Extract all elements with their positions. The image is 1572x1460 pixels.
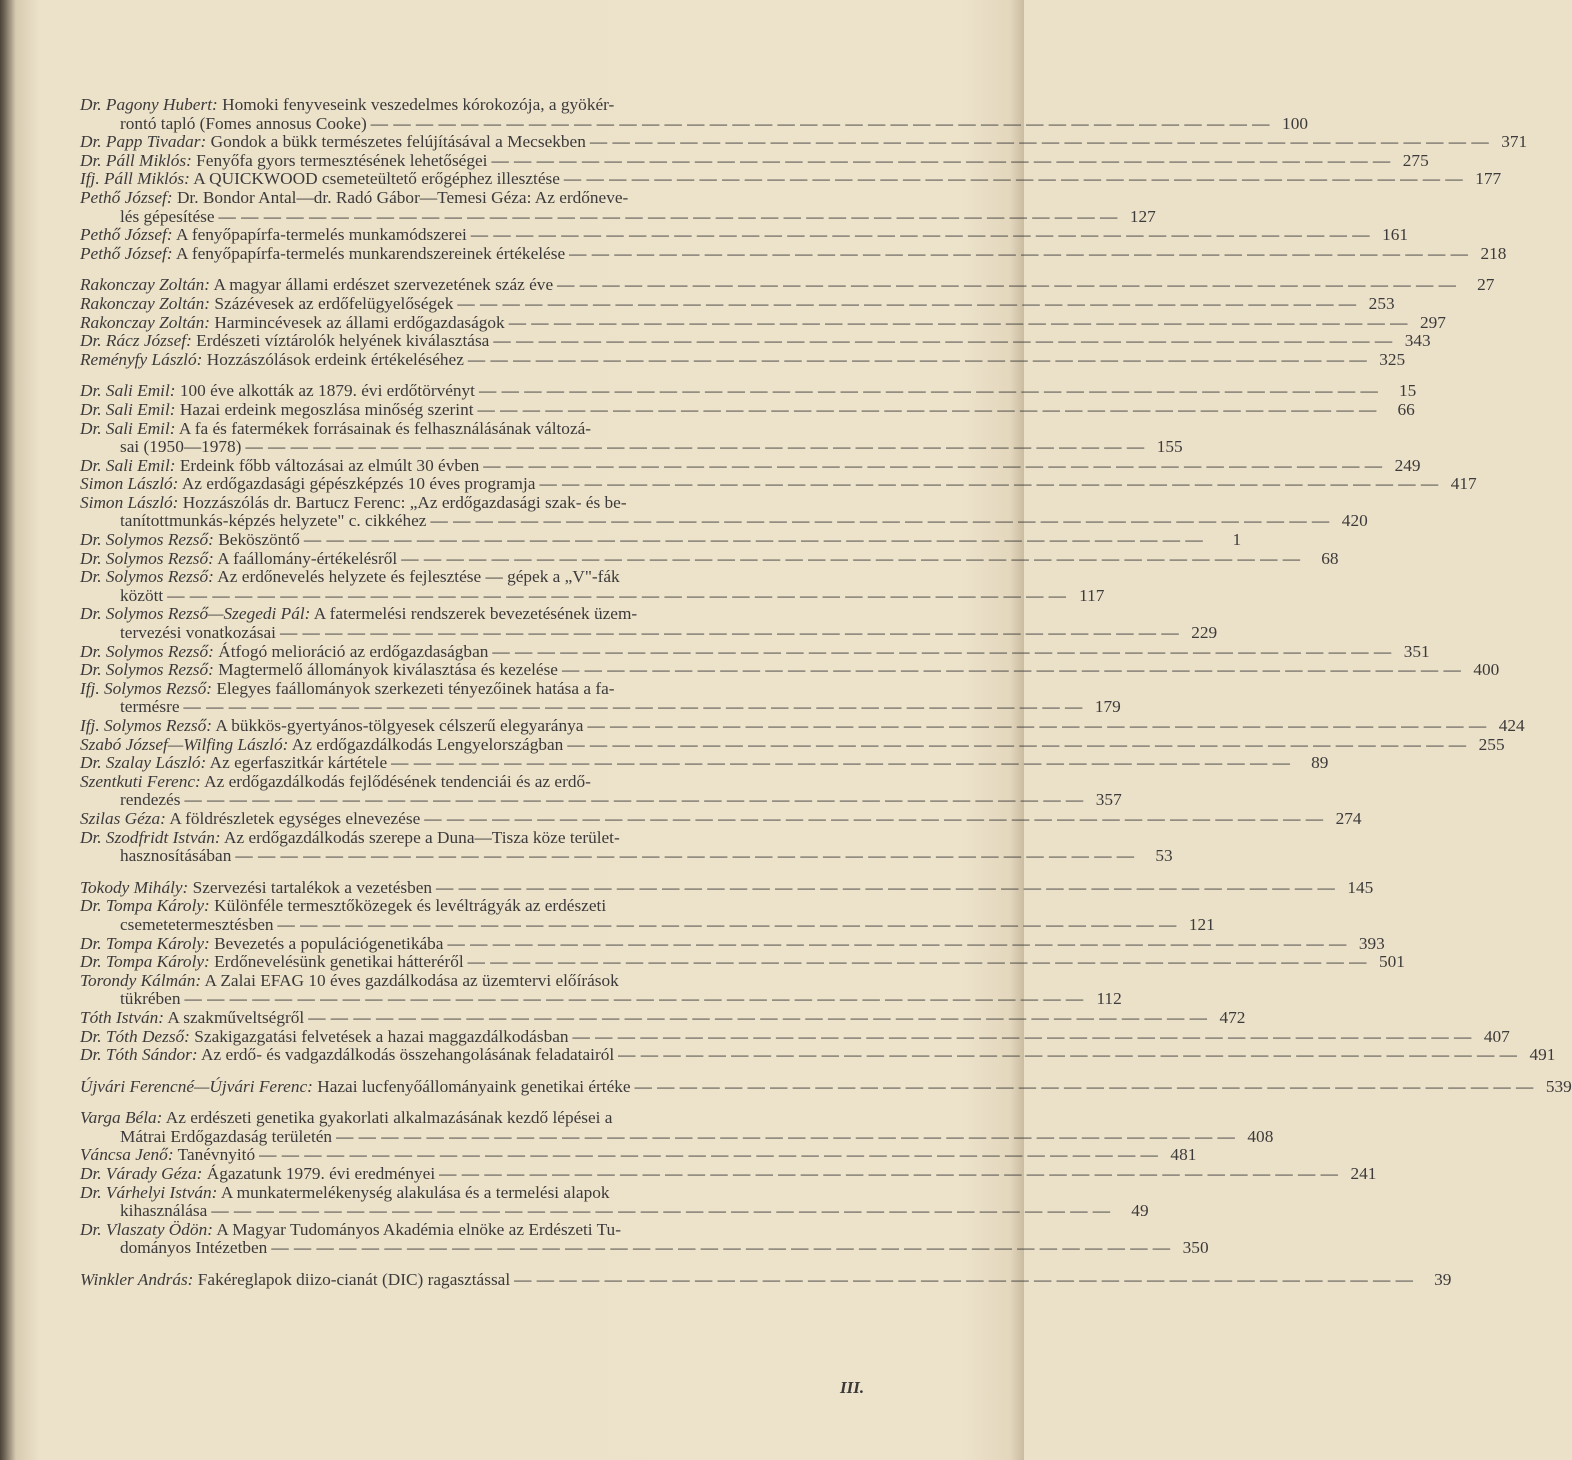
entry-author: Ifj. Solymos Rezső: <box>80 716 212 735</box>
entry-title: A fatermelési rendszerek bevezetésének üzem- <box>313 604 638 624</box>
entry-page-number: 145 <box>1347 877 1374 897</box>
entry-page-number: 255 <box>1478 734 1505 754</box>
entry-title: A munkatermelékenység alakulása és a termelési alapok <box>220 1182 610 1202</box>
entry-page-number: 351 <box>1403 641 1430 661</box>
index-entry <box>80 1145 1197 1165</box>
entry-title-continuation: csemetetermesztésben <box>120 914 274 934</box>
entry-title: Az erdőgazdálkodás Lengyelországban <box>291 734 564 754</box>
dash-leader: — — — — — — — — — — — — — — — — — — — — — — — — — — — — — — — — — — — — — — — — <box>430 511 1330 531</box>
entry-title: A fa és fatermékek forrásainak és felhasználásának változá- <box>178 418 592 438</box>
dash-leader: — — — — — — — — — — — — — — — — — — — — — — — — — — — — — — — — — — — — — — — — <box>557 275 1457 295</box>
entry-title: Hozzászólás dr. Bartucz Ferenc: „Az erdőgazdasági szak- és be- <box>182 492 627 512</box>
index-entry <box>80 275 1495 295</box>
dash-leader: — — — — — — — — — — — — — — — — — — — — — — — — — — — — — — — — — — — — — — — — <box>447 933 1347 953</box>
entry-title: Elegyes faállományok szerkezeti tényezőinek hatása a fa- <box>216 678 615 698</box>
entry-author: Dr. Sali Emil: <box>80 455 176 475</box>
index-entry <box>80 132 1528 152</box>
entry-author: Szabó József—Wilfing László: <box>80 734 289 754</box>
index-entry <box>80 225 1409 245</box>
dash-leader: — — — — — — — — — — — — — — — — — — — — — — — — — — — — — — — — — — — — — — — — <box>184 989 1084 1009</box>
entry-page-number: 400 <box>1473 660 1500 680</box>
entry-title: Az erdészeti genetika gyakorlati alkalmazásának kezdő lépései a <box>165 1108 613 1128</box>
index-entry <box>80 150 1429 171</box>
entry-author: Dr. Tóth Sándor: <box>80 1045 198 1065</box>
entry-title: Fenyőfa gyors termesztésének lehetőségei <box>196 150 488 170</box>
entry-author: Pethő József: <box>80 225 173 245</box>
dash-leader: — — — — — — — — — — — — — — — — — — — — — — — — — — — — — — — — — — — — — — — — <box>167 585 1067 605</box>
index-entry <box>80 716 1525 736</box>
entry-author: Újvári Ferencné—Újvári Ferenc: <box>80 1076 313 1096</box>
dash-leader: — — — — — — — — — — — — — — — — — — — — — — — — — — — — — — — — — — — — — — — — <box>391 753 1291 773</box>
entry-author: Varga Béla: <box>80 1108 163 1128</box>
entry-page-number: 343 <box>1404 331 1431 351</box>
index-entry <box>80 896 1215 934</box>
entry-author: Tokody Mihály: <box>80 877 189 897</box>
entry-author: Dr. Solymos Rezső: <box>80 530 214 550</box>
entry-author: Dr. Szalay László: <box>80 753 207 773</box>
entry-page-number: 121 <box>1188 914 1215 934</box>
entry-author: Dr. Solymos Rezső: <box>80 641 214 661</box>
entry-page-number: 179 <box>1094 697 1121 717</box>
index-entry <box>80 1045 1556 1065</box>
index-entry <box>80 1182 1149 1221</box>
entry-title-continuation: hasznosításában <box>120 846 232 866</box>
entry-title: Az erdőgazdálkodás fejlődésének tendenciái és az erdő- <box>204 771 591 791</box>
entry-page-number: 393 <box>1358 933 1385 953</box>
dash-leader: — — — — — — — — — — — — — — — — — — — — — — — — — — — — — — — — — — — — — — — — <box>618 1045 1518 1065</box>
entry-title: Beköszöntő <box>218 530 300 550</box>
entry-author: Dr. Solymos Rezső—Szegedi Pál: <box>80 604 311 624</box>
entry-title: Hazai lucfenyőállományaink genetikai értéke <box>317 1076 631 1096</box>
index-entry <box>80 381 1417 401</box>
entry-page-number: 253 <box>1368 293 1395 313</box>
entry-author: Dr. Solymos Rezső: <box>80 548 214 568</box>
index-entry <box>80 808 1362 829</box>
dash-leader: — — — — — — — — — — — — — — — — — — — — — — — — — — — — — — — — — — — — — — — — <box>218 206 1118 226</box>
entry-author: Szilas Géza: <box>80 808 166 828</box>
dash-leader: — — — — — — — — — — — — — — — — — — — — — — — — — — — — — — — — — — — — — — — — <box>493 331 1393 351</box>
entry-page-number: 407 <box>1483 1026 1510 1046</box>
entry-title-continuation: rendezés <box>120 790 181 810</box>
entry-author: Dr. Pagony Hubert: <box>80 95 218 114</box>
dash-leader: — — — — — — — — — — — — — — — — — — — — — — — — — — — — — — — — — — — — — — — — <box>492 641 1392 661</box>
entry-title-continuation: termésre <box>120 697 180 717</box>
index-entry <box>80 604 1218 643</box>
entry-author: Szentkuti Ferenc: <box>80 771 201 791</box>
entry-page-number: 350 <box>1182 1238 1209 1258</box>
entry-author: Dr. Tóth Dezső: <box>80 1026 190 1046</box>
index-entry <box>80 1007 1246 1028</box>
entry-page-number: 241 <box>1350 1164 1377 1184</box>
entry-author: Dr. Rácz József: <box>80 331 192 351</box>
index-entry <box>80 753 1329 773</box>
entry-page-number: 325 <box>1379 349 1406 369</box>
index-entry <box>80 399 1415 420</box>
entry-author: Dr. Sali Emil: <box>80 381 176 401</box>
entry-title: Fakéreglapok diizo-cianát (DIC) ragasztással <box>197 1270 511 1290</box>
dash-leader: — — — — — — — — — — — — — — — — — — — — — — — — — — — — — — — — — — — — — — — — <box>184 790 1084 810</box>
index-entry <box>80 827 1173 866</box>
entry-title-continuation: rontó tapló (Fomes annosus Cooke) <box>120 113 367 133</box>
entry-page-number: 472 <box>1219 1007 1246 1027</box>
entry-page-number: 117 <box>1079 585 1105 605</box>
dash-leader: — — — — — — — — — — — — — — — — — — — — — — — — — — — — — — — — — — — — — — — — <box>539 474 1439 494</box>
entry-title-continuation: Mátrai Erdőgazdaság területén <box>120 1126 333 1146</box>
entry-page-number: 357 <box>1095 790 1122 810</box>
entry-title: A szakműveltségről <box>167 1007 305 1027</box>
dash-leader: — — — — — — — — — — — — — — — — — — — — — — — — — — — — — — — — — — — — — — — — <box>572 1026 1472 1046</box>
entry-page-number: 127 <box>1129 206 1156 226</box>
entry-title: Tanévnyitó <box>177 1145 256 1165</box>
entry-author: Simon László: <box>80 474 179 494</box>
entry-title: A földrészletek egységes elnevezése <box>169 808 421 828</box>
entry-title: Százévesek az erdőfelügyelőségek <box>214 293 454 313</box>
entry-page-number: 66 <box>1397 399 1415 419</box>
entry-author: Rakonczay Zoltán: <box>80 275 211 295</box>
dash-leader: — — — — — — — — — — — — — — — — — — — — — — — — — — — — — — — — — — — — — — — — <box>439 1164 1339 1184</box>
entry-title: A QUICKWOOD csemeteültető erőgéphez illesztése <box>193 169 560 189</box>
entry-page-number: 249 <box>1394 455 1421 475</box>
entry-page-number: 53 <box>1155 846 1173 866</box>
entry-title: A fenyőpapírfa-termelés munkamódszerei <box>176 225 467 245</box>
entry-page-number: 161 <box>1382 225 1409 245</box>
dash-leader: — — — — — — — — — — — — — — — — — — — — — — — — — — — — — — — — — — — — — — — — <box>514 1270 1414 1290</box>
dash-leader: — — — — — — — — — — — — — — — — — — — — — — — — — — — — — — — — — — — — — — — — <box>457 293 1357 313</box>
entry-page-number: 274 <box>1335 808 1362 828</box>
entry-title-continuation: dományos Intézetben <box>120 1238 268 1258</box>
entry-title-continuation: kihasználása <box>120 1201 208 1221</box>
entry-title: Átfogó melioráció az erdőgazdaságban <box>218 641 489 661</box>
entry-title-continuation: lés gépesítése <box>120 206 215 226</box>
index-entry <box>80 418 1183 457</box>
entry-page-number: 218 <box>1480 243 1507 263</box>
entry-title: Szakigazgatási felvetések a hazai maggazdálkodásban <box>194 1026 569 1046</box>
entry-page-number: 155 <box>1156 437 1183 457</box>
entry-author: Reményfy László: <box>80 349 203 369</box>
entry-title: Erdészeti víztárolók helyének kiválasztása <box>196 331 490 351</box>
entry-page-number: 491 <box>1529 1045 1556 1065</box>
index-entry <box>80 187 1156 226</box>
index-entry <box>80 734 1505 755</box>
dash-leader: — — — — — — — — — — — — — — — — — — — — — — — — — — — — — — — — — — — — — — — — <box>491 150 1391 170</box>
entry-page-number: 539 <box>1545 1076 1572 1096</box>
index-entry <box>80 349 1406 370</box>
dash-leader: — — — — — — — — — — — — — — — — — — — — — — — — — — — — — — — — — — — — — — — — <box>567 734 1467 754</box>
entry-page-number: 177 <box>1475 169 1502 189</box>
entry-title: Erdeink főbb változásai az elmúlt 30 évben <box>179 455 480 475</box>
entry-title-continuation: sai (1950—1978) <box>120 437 242 457</box>
entry-title: Magtermelő állományok kiválasztása és kezelése <box>218 660 558 680</box>
entry-title-continuation: tükrében <box>120 989 181 1009</box>
dash-leader: — — — — — — — — — — — — — — — — — — — — — — — — — — — — — — — — — — — — — — — — <box>563 169 1464 189</box>
entry-author: Dr. Papp Tivadar: <box>80 132 207 152</box>
entry-author: Dr. Szodfridt István: <box>80 827 221 847</box>
dash-leader: — — — — — — — — — — — — — — — — — — — — — — — — — — — — — — — — — — — — — — — — <box>303 530 1204 550</box>
dash-leader: — — — — — — — — — — — — — — — — — — — — — — — — — — — — — — — — — — — — — — — — <box>279 623 1180 643</box>
entry-author: Dr. Páll Miklós: <box>80 150 192 170</box>
entry-title: Az erdő- és vadgazdálkodás összehangolásának feladatairól <box>201 1045 615 1065</box>
dash-leader: — — — — — — — — — — — — — — — — — — — — — — — — — — — — — — — — — — — — — — — — <box>569 243 1469 263</box>
entry-author: Dr. Tompa Károly: <box>80 896 210 916</box>
entry-title: Az erdőgazdálkodás szerepe a Duna—Tisza köze terület- <box>224 827 620 847</box>
entry-title: A magyar állami erdészet szervezetének száz éve <box>213 275 554 295</box>
index-entry <box>80 95 1308 133</box>
entry-page-number: 481 <box>1170 1145 1197 1165</box>
entry-author: Ifj. Páll Miklós: <box>80 169 190 189</box>
entry-title: A fenyőpapírfa-termelés munkarendszereinek értékelése <box>176 243 566 263</box>
entry-title: A bükkös-gyertyános-tölgyesek célszerű elegyaránya <box>215 716 584 735</box>
entry-title-continuation: tervezési vonatkozásai <box>120 623 276 643</box>
entry-page-number: 417 <box>1450 474 1477 494</box>
index-content <box>80 95 1572 1290</box>
entry-title: Homoki fenyveseink veszedelmes kórokozója, a gyökér- <box>222 95 615 114</box>
entry-title: Erdőnevelésünk genetikai hátteréről <box>214 952 464 972</box>
index-entry <box>80 169 1502 189</box>
index-entry <box>80 952 1405 972</box>
dash-leader: — — — — — — — — — — — — — — — — — — — — — — — — — — — — — — — — — — — — — — — — <box>336 1126 1236 1146</box>
dash-leader: — — — — — — — — — — — — — — — — — — — — — — — — — — — — — — — — — — — — — — — — <box>478 381 1379 401</box>
index-entry <box>80 1164 1377 1184</box>
dash-leader: — — — — — — — — — — — — — — — — — — — — — — — — — — — — — — — — — — — — — — — — <box>245 437 1145 457</box>
index-entry <box>80 331 1431 351</box>
entry-page-number: 112 <box>1096 989 1122 1009</box>
entry-title: Gondok a bükk természetes felújításával a Mecsekben <box>210 132 586 152</box>
entry-title: Harmincévesek az állami erdőgazdaságok <box>214 312 505 332</box>
entry-title: Bevezetés a populációgenetikába <box>214 933 444 953</box>
entry-author: Pethő József: <box>80 187 173 207</box>
entry-page-number: 49 <box>1131 1201 1149 1221</box>
index-entry <box>80 492 1368 531</box>
index-entry <box>80 678 1121 717</box>
entry-title: A Zalai EFAG 10 éves gazdálkodása az üzemtervi előírások <box>204 970 619 990</box>
entry-author: Dr. Sali Emil: <box>80 399 176 419</box>
entry-author: Dr. Vlaszaty Ödön: <box>80 1219 213 1239</box>
dash-leader: — — — — — — — — — — — — — — — — — — — — — — — — — — — — — — — — — — — — — — — — <box>589 132 1490 152</box>
entry-author: Dr. Várady Géza: <box>80 1164 203 1184</box>
index-entry <box>80 293 1395 314</box>
entry-author: Torondy Kálmán: <box>80 970 202 990</box>
entry-page-number: 89 <box>1311 753 1329 773</box>
entry-page-number: 1 <box>1232 530 1242 550</box>
entry-page-number: 297 <box>1420 312 1446 332</box>
entry-page-number: 420 <box>1341 511 1368 531</box>
entry-page-number: 408 <box>1247 1126 1274 1146</box>
dash-leader: — — — — — — — — — — — — — — — — — — — — — — — — — — — — — — — — — — — — — — — — <box>183 697 1083 717</box>
dash-leader: — — — — — — — — — — — — — — — — — — — — — — — — — — — — — — — — — — — — — — — — <box>401 548 1301 568</box>
index-entry <box>80 970 1122 1009</box>
entry-title-continuation: között <box>120 585 164 605</box>
dash-leader: — — — — — — — — — — — — — — — — — — — — — — — — — — — — — — — — — — — — — — — — <box>259 1145 1159 1165</box>
entry-author: Pethő József: <box>80 243 173 263</box>
entry-page-number: 275 <box>1402 150 1429 170</box>
entry-author: Váncsa Jenő: <box>80 1145 174 1165</box>
entry-title: Szervezési tartalékok a vezetésben <box>192 877 433 897</box>
entry-author: Dr. Tompa Károly: <box>80 933 210 953</box>
index-entry <box>80 530 1242 550</box>
dash-leader: — — — — — — — — — — — — — — — — — — — — — — — — — — — — — — — — — — — — — — — — <box>277 914 1177 934</box>
index-entry <box>80 877 1374 898</box>
index-entry <box>80 474 1477 494</box>
index-entry <box>80 1219 1209 1258</box>
entry-author: Dr. Solymos Rezső: <box>80 660 214 680</box>
entry-title: Hazai erdeink megoszlása minőség szerint <box>179 399 474 419</box>
entry-author: Dr. Sali Emil: <box>80 418 176 438</box>
entry-author: Dr. Tompa Károly: <box>80 952 210 972</box>
entry-title: Az erdőgazdasági gépészképzés 10 éves programja <box>181 474 536 494</box>
entry-page-number: 68 <box>1321 548 1339 568</box>
dash-leader: — — — — — — — — — — — — — — — — — — — — — — — — — — — — — — — — — — — — — — — — <box>211 1201 1111 1221</box>
index-entry <box>80 660 1500 680</box>
dash-leader: — — — — — — — — — — — — — — — — — — — — — — — — — — — — — — — — — — — — — — — — <box>483 455 1383 475</box>
entry-author: Tóth István: <box>80 1007 165 1027</box>
index-entry <box>80 1108 1274 1146</box>
entry-title-continuation: tanítottmunkás-képzés helyzete" c. cikkéhez <box>120 511 427 531</box>
entry-page-number: 100 <box>1282 113 1308 133</box>
dash-leader: — — — — — — — — — — — — — — — — — — — — — — — — — — — — — — — — — — — — — — — — <box>436 877 1336 897</box>
entry-title: Hozzászólások erdeink értékeléséhez <box>206 349 464 369</box>
entry-author: Dr. Várhelyi István: <box>80 1182 218 1202</box>
entry-page-number: 501 <box>1378 952 1405 972</box>
index-entry <box>80 933 1385 954</box>
index-entry <box>80 567 1105 605</box>
index-entry <box>80 312 1446 333</box>
entry-author: Dr. Solymos Rezső: <box>80 567 214 587</box>
dash-leader: — — — — — — — — — — — — — — — — — — — — — — — — — — — — — — — — — — — — — — — — <box>467 952 1367 972</box>
index-entry <box>80 1026 1510 1047</box>
entry-page-number: 424 <box>1498 716 1525 735</box>
dash-leader: — — — — — — — — — — — — — — — — — — — — — — — — — — — — — — — — — — — — — — — — <box>634 1076 1534 1096</box>
entry-page-number: 15 <box>1398 381 1417 401</box>
entry-page-number: 371 <box>1501 132 1528 152</box>
dash-leader: — — — — — — — — — — — — — — — — — — — — — — — — — — — — — — — — — — — — — — — — <box>587 716 1487 735</box>
page-number: III. <box>840 1378 865 1397</box>
entry-title: Dr. Bondor Antal—dr. Radó Gábor—Temesi Géza: Az erdőneve- <box>176 187 629 207</box>
entry-author: Simon László: <box>80 492 179 512</box>
entry-author: Ifj. Solymos Rezső: <box>80 678 212 698</box>
dash-leader: — — — — — — — — — — — — — — — — — — — — — — — — — — — — — — — — — — — — — — — — <box>508 312 1408 332</box>
dash-leader: — — — — — — — — — — — — — — — — — — — — — — — — — — — — — — — — — — — — — — — — <box>370 113 1270 133</box>
entry-title: A faállomány-értékelésről <box>217 548 398 568</box>
dash-leader: — — — — — — — — — — — — — — — — — — — — — — — — — — — — — — — — — — — — — — — — <box>470 225 1371 245</box>
index-entry <box>80 641 1430 662</box>
entry-page-number: 229 <box>1191 623 1218 643</box>
index-entry <box>80 1270 1452 1290</box>
index-entry <box>80 548 1339 569</box>
entry-page-number: 27 <box>1477 275 1495 295</box>
entry-author: Rakonczay Zoltán: <box>80 293 211 313</box>
dash-leader: — — — — — — — — — — — — — — — — — — — — — — — — — — — — — — — — — — — — — — — — <box>467 349 1368 369</box>
dash-leader: — — — — — — — — — — — — — — — — — — — — — — — — — — — — — — — — — — — — — — — — <box>308 1007 1208 1027</box>
entry-author: Rakonczay Zoltán: <box>80 312 211 332</box>
index-entry <box>80 243 1507 264</box>
entry-author: Winkler András: <box>80 1270 194 1290</box>
entry-title: Különféle termesztőközegek és levéltrágyák az erdészeti <box>214 896 607 916</box>
entry-title: Az erdőnevelés helyzete és fejlesztése — gépek a „V"-fák <box>217 567 620 587</box>
dash-leader: — — — — — — — — — — — — — — — — — — — — — — — — — — — — — — — — — — — — — — — — <box>235 846 1135 866</box>
index-entry <box>80 455 1421 476</box>
dash-leader: — — — — — — — — — — — — — — — — — — — — — — — — — — — — — — — — — — — — — — — — <box>477 399 1377 419</box>
entry-title: Ágazatunk 1979. évi eredményei <box>206 1164 436 1184</box>
index-entry <box>80 771 1122 810</box>
entry-page-number: 39 <box>1434 1270 1452 1290</box>
index-entry <box>80 1076 1572 1097</box>
entry-title: A Magyar Tudományos Akadémia elnöke az Erdészeti Tu- <box>216 1219 621 1239</box>
dash-leader: — — — — — — — — — — — — — — — — — — — — — — — — — — — — — — — — — — — — — — — — <box>271 1238 1171 1258</box>
dash-leader: — — — — — — — — — — — — — — — — — — — — — — — — — — — — — — — — — — — — — — — — <box>424 808 1324 828</box>
entry-title: 100 éve alkották az 1879. évi erdőtörvényt <box>179 381 475 401</box>
dash-leader: — — — — — — — — — — — — — — — — — — — — — — — — — — — — — — — — — — — — — — — — <box>561 660 1462 680</box>
entry-title: Az egerfaszitkár kártétele <box>209 753 388 773</box>
